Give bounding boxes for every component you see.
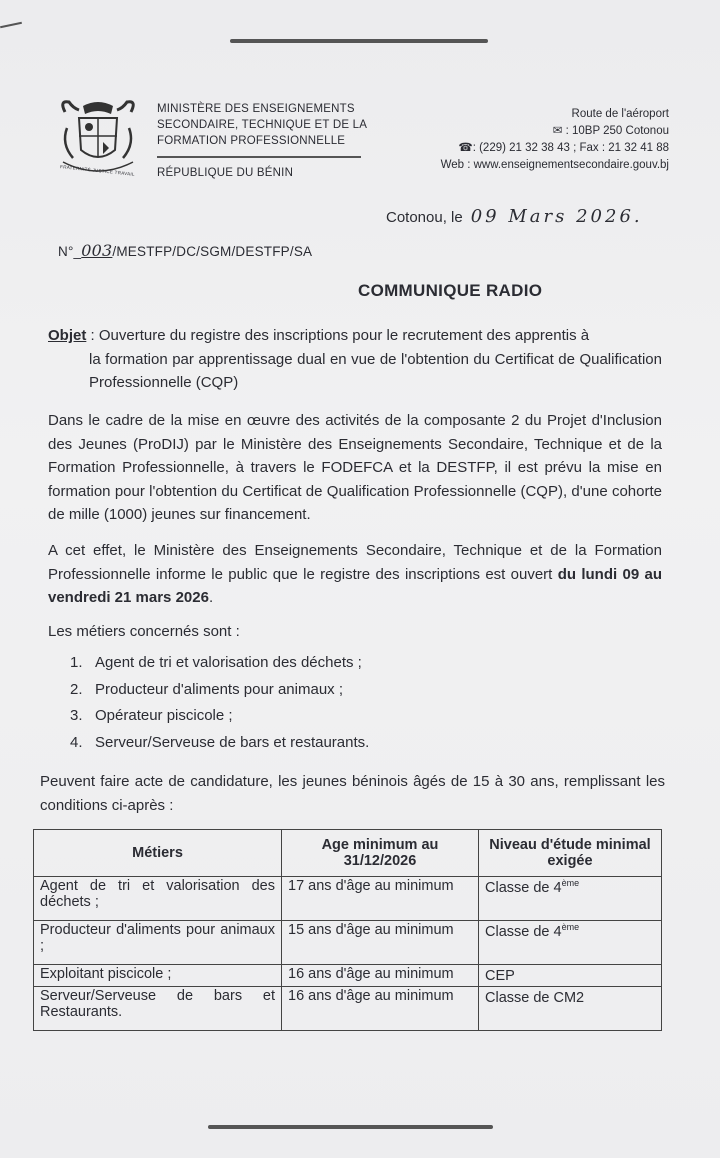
list-item <box>70 707 369 734</box>
table-row <box>34 965 662 987</box>
document-title: COMMUNIQUE RADIO <box>358 281 543 300</box>
objet-paragraph <box>48 324 662 395</box>
ministry-line: SECONDAIRE, TECHNIQUE ET DE LA <box>157 119 368 131</box>
list-number: 1. <box>70 654 83 671</box>
cell-niveau <box>479 965 662 987</box>
handwritten-ref-number: 003 <box>81 241 113 260</box>
table-row <box>34 921 662 965</box>
list-number: 3. <box>70 707 83 724</box>
registration-end: . <box>208 589 214 606</box>
handwritten-date: 09 Mars 2026. <box>470 206 643 227</box>
reference-number <box>58 241 312 260</box>
cell-age: 16 ans d'âge au minimum <box>282 987 479 1031</box>
republic-name: RÉPUBLIQUE DU BÉNIN <box>157 167 294 179</box>
niveau-text: Classe de CM2 <box>485 989 585 1006</box>
niveau-sup: ème <box>561 878 580 888</box>
cell-niveau <box>479 921 662 965</box>
requirements-table <box>33 829 662 1031</box>
registration-text: A cet effet, le Ministère des Enseignements Secondaire, Technique et de la Formation Professionnelle informe le public que le registre des inscriptions est ouvert <box>48 542 662 583</box>
registration-dates: du lundi 09 au vendredi 21 mars 2026 <box>48 565 663 606</box>
paragraph-context: Dans le cadre de la mise en œuvre des activités de la composante 2 du Projet d'Inclusion des Jeunes (ProDIJ) par le Ministère des Enseignements Secondaire, Technique et de la Formation Professionnelle, à travers le FODEFCA et la DESTFP, il est prévu la mise en formation pour l'obtention du Certificat de Qualification Professionnelle (CQP), d'une cohorte de mille (1000) jeunes sur financement. <box>48 412 662 523</box>
cell-niveau <box>479 987 662 1031</box>
website: Web : www.enseignementsecondaire.gouv.bj <box>440 159 669 171</box>
list-item <box>70 734 369 761</box>
list-number: 2. <box>70 680 83 698</box>
ref-prefix: N°_ <box>58 244 82 259</box>
objet-continuation: la formation par apprentissage dual en vue de l'obtention du Certificat de Qualification Professionnelle (CQP) <box>89 350 662 391</box>
ref-suffix: /MESTFP/DC/SGM/DESTFP/SA <box>112 244 313 259</box>
phone-fax: ☎: (229) 21 32 38 43 ; Fax : 21 32 41 88 <box>458 142 669 154</box>
table-header-row <box>34 830 662 877</box>
table-row <box>34 987 662 1031</box>
cell-age: 16 ans d'âge au minimum <box>282 965 479 987</box>
list-item <box>70 681 369 708</box>
niveau-sup: ème <box>561 922 580 932</box>
cell-age: 15 ans d'âge au minimum <box>282 921 479 965</box>
header-age: Age minimum au 31/12/2026 <box>282 830 479 877</box>
list-label: Producteur d'aliments pour animaux ; <box>95 680 343 698</box>
cell-age: 17 ans d'âge au minimum <box>282 877 479 921</box>
list-item <box>70 654 369 681</box>
address: Route de l'aéroport <box>571 108 669 120</box>
list-number: 4. <box>70 733 83 751</box>
niveau-text: Classe de 4 <box>485 923 562 940</box>
cell-niveau <box>479 877 662 921</box>
table-row <box>34 877 662 921</box>
header-metiers: Métiers <box>34 830 282 877</box>
cell-metier: Serveur/Serveuse de bars et Restaurants. <box>34 987 282 1031</box>
paragraph-eligibility: Peuvent faire acte de candidature, les jeunes béninois âgés de 15 à 30 ans, remplissant les conditions ci-après : <box>40 773 665 814</box>
emblem-motto: FRATERNITÉ JUSTICE TRAVAIL <box>59 164 136 177</box>
paragraph-registration <box>48 539 662 610</box>
date-prefix: Cotonou, le <box>386 209 463 226</box>
niveau-text: CEP <box>485 967 515 984</box>
dateline <box>386 206 643 227</box>
ministry-divider <box>157 156 361 158</box>
cell-metier: Agent de tri et valorisation des déchets ; <box>34 877 282 921</box>
objet-label: Objet <box>48 327 87 344</box>
po-box: ✉ : 10BP 250 Cotonou <box>552 125 669 137</box>
niveau-text: Classe de 4 <box>485 879 562 896</box>
header-niveau: Niveau d'étude minimal exigée <box>479 830 662 877</box>
cell-metier: Producteur d'aliments pour animaux ; <box>34 921 282 965</box>
ministry-name <box>157 101 367 149</box>
cell-metier: Exploitant piscicole ; <box>34 965 282 987</box>
trades-intro: Les métiers concernés sont : <box>48 623 240 640</box>
list-label: Serveur/Serveuse de bars et restaurants. <box>95 733 370 751</box>
objet-first-line: : Ouverture du registre des inscriptions pour le recrutement des apprentis à <box>86 327 590 344</box>
top-rule <box>230 39 488 43</box>
contact-block <box>441 106 669 174</box>
corner-pen-mark <box>0 22 22 29</box>
list-label: Opérateur piscicole ; <box>95 707 233 724</box>
list-label: Agent de tri et valorisation des déchets ; <box>95 654 362 671</box>
ministry-line: MINISTÈRE DES ENSEIGNEMENTS <box>157 103 355 115</box>
trades-list <box>70 654 369 760</box>
bottom-rule <box>208 1125 493 1129</box>
ministry-line: FORMATION PROFESSIONNELLE <box>157 135 346 147</box>
